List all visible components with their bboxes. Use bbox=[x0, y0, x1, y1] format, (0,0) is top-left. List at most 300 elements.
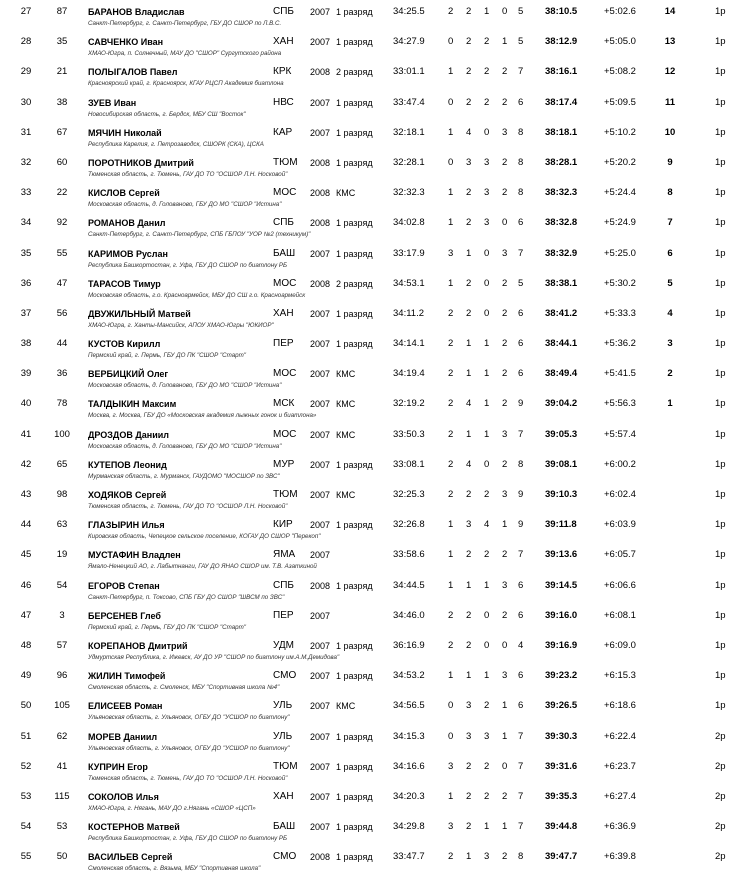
place-cell: 39 bbox=[20, 368, 32, 380]
shooting-3: 0 bbox=[484, 609, 490, 621]
shooting-4: 2 bbox=[502, 458, 508, 470]
shooting-3: 1 bbox=[484, 398, 490, 410]
shooting-4: 1 bbox=[502, 821, 508, 833]
time-gap: +5:24.4 bbox=[604, 187, 636, 199]
shooting-4: 1 bbox=[502, 730, 508, 742]
bib-cell: 78 bbox=[56, 398, 68, 410]
bib-cell: 98 bbox=[56, 489, 68, 500]
shooting-2: 1 bbox=[466, 368, 472, 380]
shooting-4: 2 bbox=[502, 790, 508, 802]
points-cell: 8 bbox=[667, 187, 673, 199]
shooting-2: 2 bbox=[466, 790, 472, 802]
ski-time: 34:11.2 bbox=[393, 307, 424, 319]
place-cell: 29 bbox=[20, 66, 32, 78]
birth-year: 2008 bbox=[310, 67, 331, 78]
bib-cell: 19 bbox=[56, 549, 68, 561]
shooting-2: 4 bbox=[466, 126, 472, 138]
bib-cell: 35 bbox=[56, 36, 68, 48]
sport-rank: КМС bbox=[336, 369, 356, 380]
sport-rank: 1 разряд bbox=[336, 852, 373, 863]
shooting-1: 3 bbox=[448, 247, 454, 259]
region-code: ХАН bbox=[273, 790, 294, 802]
penalty-total: 6 bbox=[518, 700, 524, 712]
sport-rank: 1 разряд bbox=[336, 157, 373, 168]
shooting-1: 1 bbox=[448, 187, 454, 199]
birth-year: 2007 bbox=[310, 127, 331, 138]
shooting-3: 2 bbox=[484, 700, 490, 712]
ski-time: 33:01.1 bbox=[393, 66, 425, 78]
category-cell: 1р bbox=[715, 579, 726, 591]
shooting-3: 2 bbox=[484, 36, 490, 48]
ski-time: 34:46.0 bbox=[393, 609, 425, 621]
table-row bbox=[0, 6, 750, 36]
club-info: Московская область, д. Голованово, ГБУ ДО МО "СШОР "Истина" bbox=[88, 382, 282, 390]
birth-year: 2007 bbox=[310, 490, 331, 500]
shooting-1: 0 bbox=[448, 700, 454, 712]
ski-time: 33:17.9 bbox=[393, 247, 425, 259]
ski-time: 34:15.3 bbox=[393, 730, 425, 742]
athlete-name: КУТЕПОВ Леонид bbox=[88, 459, 167, 470]
category-cell: 2р bbox=[715, 821, 726, 833]
time-gap: +5:09.5 bbox=[604, 96, 636, 108]
region-code: БАШ bbox=[273, 247, 296, 259]
penalty-total: 7 bbox=[518, 549, 524, 561]
category-cell: 1р bbox=[715, 609, 726, 621]
time-gap: +5:24.9 bbox=[604, 217, 636, 229]
sport-rank: КМС bbox=[336, 399, 356, 410]
athlete-name: ЕГОРОВ Степан bbox=[88, 580, 160, 591]
sport-rank: 1 разряд bbox=[336, 37, 373, 48]
shooting-1: 0 bbox=[448, 730, 454, 742]
bib-cell: 3 bbox=[59, 609, 65, 621]
club-info: Московская область, г.о. Красноармейск, МБУ ДО СШ г.о. Красноармейск bbox=[88, 291, 306, 299]
sport-rank: 1 разряд bbox=[336, 459, 373, 470]
sport-rank: 1 разряд bbox=[336, 822, 373, 833]
shooting-2: 1 bbox=[466, 338, 472, 350]
club-info: Санкт-Петербург, г. Санкт-Петербург, ГБУ ДО СШОР по Л.В.С. bbox=[88, 20, 282, 27]
club-info: Республика Карелия, г. Петрозаводск, СШОРК (СКА), ЦСКА bbox=[88, 140, 264, 148]
region-code: СПБ bbox=[273, 217, 294, 229]
ski-time: 32:25.3 bbox=[393, 489, 425, 500]
club-info: Пермский край, г. Пермь, ГБУ ДО ПК "СШОР "Старт" bbox=[88, 352, 246, 360]
bib-cell: 60 bbox=[56, 156, 68, 168]
ski-time: 34:14.1 bbox=[393, 338, 425, 350]
region-code: МОС bbox=[273, 428, 297, 440]
penalty-total: 7 bbox=[518, 428, 524, 440]
bib-cell: 115 bbox=[54, 790, 70, 802]
birth-year: 2007 bbox=[310, 520, 331, 531]
shooting-3: 1 bbox=[484, 428, 490, 440]
shooting-2: 3 bbox=[466, 700, 472, 712]
shooting-4: 2 bbox=[502, 96, 508, 108]
shooting-4: 2 bbox=[502, 398, 508, 410]
sport-rank: 1 разряд bbox=[336, 640, 373, 651]
club-info: Тюменская область, г. Тюмень, ГАУ ДО ТО "ОСШОР Л.Н. Носковой" bbox=[88, 774, 288, 782]
table-row bbox=[0, 459, 750, 489]
category-cell: 1р bbox=[715, 670, 726, 682]
ski-time: 33:08.1 bbox=[393, 458, 425, 470]
ski-time: 34:29.8 bbox=[393, 821, 425, 833]
shooting-4: 2 bbox=[502, 156, 508, 168]
category-cell: 1р bbox=[715, 489, 726, 500]
birth-year: 2008 bbox=[310, 188, 331, 199]
athlete-name: БАРАНОВ Владислав bbox=[88, 7, 185, 17]
place-cell: 50 bbox=[20, 700, 32, 712]
ski-time: 34:20.3 bbox=[393, 790, 425, 802]
category-cell: 2р bbox=[715, 730, 726, 742]
category-cell: 1р bbox=[715, 126, 726, 138]
shooting-1: 2 bbox=[448, 458, 454, 470]
athlete-name: ЗУЕВ Иван bbox=[88, 97, 137, 108]
shooting-4: 3 bbox=[502, 579, 508, 591]
table-row bbox=[0, 338, 750, 368]
penalty-total: 7 bbox=[518, 821, 524, 833]
club-info: Республика Башкортостан, г. Уфа, ГБУ ДО СШОР по биатлону РБ bbox=[88, 835, 288, 843]
shooting-1: 2 bbox=[448, 307, 454, 319]
sport-rank: 1 разряд bbox=[336, 218, 373, 229]
time-gap: +6:00.2 bbox=[604, 458, 636, 470]
shooting-3: 2 bbox=[484, 549, 490, 561]
shooting-4: 2 bbox=[502, 609, 508, 621]
time-gap: +5:33.3 bbox=[604, 307, 636, 319]
shooting-3: 0 bbox=[484, 247, 490, 259]
time-gap: +6:36.9 bbox=[604, 821, 636, 833]
result-time: 39:10.3 bbox=[545, 489, 578, 500]
athlete-name: САВЧЕНКО Иван bbox=[88, 37, 164, 48]
bib-cell: 53 bbox=[56, 821, 68, 833]
birth-year: 2008 bbox=[310, 852, 331, 863]
athlete-name: ПОРОТНИКОВ Дмитрий bbox=[88, 157, 194, 168]
region-code: МОС bbox=[273, 368, 297, 380]
penalty-total: 8 bbox=[518, 458, 524, 470]
shooting-1: 1 bbox=[448, 66, 454, 78]
result-time: 39:05.3 bbox=[545, 428, 578, 440]
place-cell: 51 bbox=[20, 730, 32, 742]
athlete-name: СОКОЛОВ Илья bbox=[88, 791, 159, 802]
shooting-4: 0 bbox=[502, 6, 508, 17]
result-time: 39:31.6 bbox=[545, 760, 578, 772]
club-info: Мурманская область, г. Мурманск, ГАУДОМО "МОСШОР по ЗВС" bbox=[88, 472, 280, 480]
shooting-1: 3 bbox=[448, 760, 454, 772]
place-cell: 53 bbox=[20, 790, 32, 802]
shooting-1: 1 bbox=[448, 217, 454, 229]
result-time: 38:49.4 bbox=[545, 368, 578, 380]
shooting-2: 2 bbox=[466, 36, 472, 48]
shooting-4: 2 bbox=[502, 187, 508, 199]
sport-rank: 1 разряд bbox=[336, 520, 373, 531]
table-row bbox=[0, 217, 750, 247]
penalty-total: 8 bbox=[518, 156, 524, 168]
shooting-1: 1 bbox=[448, 277, 454, 289]
birth-year: 2008 bbox=[310, 157, 331, 168]
time-gap: +5:25.0 bbox=[604, 247, 636, 259]
region-code: СПБ bbox=[273, 6, 294, 17]
bib-cell: 67 bbox=[56, 126, 68, 138]
shooting-1: 1 bbox=[448, 670, 454, 682]
shooting-3: 1 bbox=[484, 6, 490, 17]
birth-year: 2007 bbox=[310, 731, 331, 742]
ski-time: 34:19.4 bbox=[393, 368, 425, 380]
result-time: 39:14.5 bbox=[545, 579, 578, 591]
club-info: Москва, г. Москва, ГБУ ДО «Московская академия лыжных гонок и биатлона» bbox=[88, 412, 317, 420]
athlete-name: ДВУЖИЛЬНЫЙ Матвей bbox=[88, 308, 191, 319]
shooting-4: 3 bbox=[502, 670, 508, 682]
sport-rank: 1 разряд bbox=[336, 308, 373, 319]
birth-year: 2007 bbox=[310, 399, 331, 410]
place-cell: 54 bbox=[20, 821, 32, 833]
athlete-name: КОСТЕРНОВ Матвей bbox=[88, 822, 180, 833]
region-code: СПБ bbox=[273, 579, 294, 591]
shooting-1: 0 bbox=[448, 36, 454, 48]
shooting-3: 1 bbox=[484, 368, 490, 380]
shooting-2: 2 bbox=[466, 549, 472, 561]
shooting-1: 2 bbox=[448, 639, 454, 651]
category-cell: 1р bbox=[715, 36, 726, 48]
ski-time: 34:53.2 bbox=[393, 670, 425, 682]
shooting-3: 0 bbox=[484, 639, 490, 651]
penalty-total: 6 bbox=[518, 670, 524, 682]
athlete-name: КИСЛОВ Сергей bbox=[88, 188, 160, 199]
time-gap: +6:08.1 bbox=[604, 609, 636, 621]
club-info: Удмуртская Республика, г. Ижевск, АУ ДО УР "СШОР по биатлону им.А.М.Демидова" bbox=[88, 653, 340, 661]
table-row bbox=[0, 670, 750, 700]
place-cell: 38 bbox=[20, 338, 32, 350]
place-cell: 32 bbox=[20, 156, 32, 168]
birth-year: 2007 bbox=[310, 761, 331, 772]
ski-time: 33:50.3 bbox=[393, 428, 425, 440]
table-row bbox=[0, 851, 750, 881]
time-gap: +6:27.4 bbox=[604, 790, 636, 802]
penalty-total: 8 bbox=[518, 126, 524, 138]
birth-year: 2007 bbox=[310, 822, 331, 833]
table-row bbox=[0, 791, 750, 821]
region-code: СМО bbox=[273, 851, 297, 863]
points-cell: 4 bbox=[667, 307, 673, 319]
place-cell: 31 bbox=[20, 126, 32, 138]
shooting-2: 2 bbox=[466, 96, 472, 108]
sport-rank: 1 разряд bbox=[336, 731, 373, 742]
shooting-2: 2 bbox=[466, 760, 472, 772]
sport-rank: 1 разряд bbox=[336, 671, 373, 682]
table-row bbox=[0, 580, 750, 610]
athlete-name: ВЕРБИЦКИЙ Олег bbox=[88, 369, 169, 380]
region-code: ТЮМ bbox=[273, 489, 298, 500]
penalty-total: 7 bbox=[518, 247, 524, 259]
bib-cell: 87 bbox=[56, 6, 68, 17]
sport-rank: 2 разряд bbox=[336, 278, 373, 289]
athlete-name: МОРЕВ Даниил bbox=[88, 731, 158, 742]
shooting-2: 2 bbox=[466, 217, 472, 229]
points-cell: 13 bbox=[664, 36, 676, 48]
ski-time: 32:26.8 bbox=[393, 519, 425, 531]
result-time: 39:35.3 bbox=[545, 790, 578, 802]
time-gap: +6:39.8 bbox=[604, 851, 636, 863]
shooting-4: 2 bbox=[502, 851, 508, 863]
bib-cell: 62 bbox=[56, 730, 68, 742]
region-code: СМО bbox=[273, 670, 297, 682]
category-cell: 1р bbox=[715, 247, 726, 259]
athlete-name: МЯЧИН Николай bbox=[88, 127, 162, 138]
birth-year: 2007 bbox=[310, 369, 331, 380]
table-row bbox=[0, 187, 750, 217]
shooting-2: 2 bbox=[466, 187, 472, 199]
shooting-1: 0 bbox=[448, 156, 454, 168]
birth-year: 2007 bbox=[310, 640, 331, 651]
shooting-4: 3 bbox=[502, 428, 508, 440]
club-info: Пермский край, г. Пермь, ГБУ ДО ПК "СШОР "Старт" bbox=[88, 623, 246, 631]
ski-time: 32:18.1 bbox=[393, 126, 425, 138]
place-cell: 42 bbox=[20, 458, 32, 470]
bib-cell: 36 bbox=[56, 368, 68, 380]
ski-time: 36:16.9 bbox=[393, 639, 425, 651]
result-time: 39:16.0 bbox=[545, 609, 578, 621]
bib-cell: 65 bbox=[56, 458, 68, 470]
birth-year: 2007 bbox=[310, 7, 331, 17]
time-gap: +5:57.4 bbox=[604, 428, 636, 440]
shooting-1: 3 bbox=[448, 821, 454, 833]
table-row bbox=[0, 519, 750, 549]
place-cell: 36 bbox=[20, 277, 32, 289]
penalty-total: 6 bbox=[518, 368, 524, 380]
points-cell: 1 bbox=[667, 398, 673, 410]
sport-rank: 1 разряд bbox=[336, 339, 373, 350]
time-gap: +5:36.2 bbox=[604, 338, 636, 350]
birth-year: 2007 bbox=[310, 791, 331, 802]
place-cell: 27 bbox=[20, 6, 32, 17]
athlete-name: ХОДЯКОВ Сергей bbox=[88, 490, 167, 500]
time-gap: +5:30.2 bbox=[604, 277, 636, 289]
category-cell: 1р bbox=[715, 217, 726, 229]
shooting-1: 2 bbox=[448, 338, 454, 350]
region-code: НВС bbox=[273, 96, 294, 108]
shooting-4: 3 bbox=[502, 126, 508, 138]
bib-cell: 38 bbox=[56, 96, 68, 108]
shooting-2: 4 bbox=[466, 458, 472, 470]
region-code: УЛЬ bbox=[273, 730, 293, 742]
place-cell: 52 bbox=[20, 760, 32, 772]
shooting-3: 3 bbox=[484, 851, 490, 863]
place-cell: 37 bbox=[20, 307, 32, 319]
shooting-4: 0 bbox=[502, 760, 508, 772]
shooting-1: 2 bbox=[448, 428, 454, 440]
birth-year: 2008 bbox=[310, 278, 331, 289]
athlete-name: КУСТОВ Кирилл bbox=[88, 339, 161, 350]
bib-cell: 55 bbox=[56, 247, 68, 259]
bib-cell: 100 bbox=[54, 428, 70, 440]
place-cell: 49 bbox=[20, 670, 32, 682]
shooting-1: 1 bbox=[448, 549, 454, 561]
ski-time: 32:28.1 bbox=[393, 156, 425, 168]
shooting-3: 1 bbox=[484, 821, 490, 833]
time-gap: +6:05.7 bbox=[604, 549, 636, 561]
ski-time: 34:27.9 bbox=[393, 36, 425, 48]
shooting-1: 1 bbox=[448, 790, 454, 802]
shooting-1: 2 bbox=[448, 368, 454, 380]
time-gap: +6:15.3 bbox=[604, 670, 636, 682]
shooting-3: 2 bbox=[484, 66, 490, 78]
time-gap: +6:09.0 bbox=[604, 639, 636, 651]
penalty-total: 5 bbox=[518, 6, 524, 17]
shooting-2: 2 bbox=[466, 489, 472, 500]
penalty-total: 8 bbox=[518, 851, 524, 863]
region-code: ПЕР bbox=[273, 338, 294, 350]
result-time: 38:28.1 bbox=[545, 156, 578, 168]
penalty-total: 6 bbox=[518, 96, 524, 108]
region-code: УЛЬ bbox=[273, 700, 293, 712]
category-cell: 1р bbox=[715, 458, 726, 470]
shooting-2: 2 bbox=[466, 277, 472, 289]
time-gap: +6:03.9 bbox=[604, 519, 636, 531]
penalty-total: 9 bbox=[518, 519, 524, 531]
points-cell: 6 bbox=[667, 247, 673, 259]
sport-rank: 2 разряд bbox=[336, 67, 373, 78]
penalty-total: 5 bbox=[518, 277, 524, 289]
result-time: 39:08.1 bbox=[545, 458, 578, 470]
category-cell: 1р bbox=[715, 338, 726, 350]
category-cell: 1р bbox=[715, 368, 726, 380]
athlete-name: КОРЕПАНОВ Дмитрий bbox=[88, 640, 188, 651]
shooting-4: 2 bbox=[502, 368, 508, 380]
result-time: 38:38.1 bbox=[545, 277, 578, 289]
table-row bbox=[0, 127, 750, 157]
shooting-2: 1 bbox=[466, 579, 472, 591]
category-cell: 1р bbox=[715, 6, 726, 17]
shooting-1: 2 bbox=[448, 851, 454, 863]
time-gap: +6:22.4 bbox=[604, 730, 636, 742]
ski-time: 34:25.5 bbox=[393, 6, 425, 17]
place-cell: 34 bbox=[20, 217, 32, 229]
ski-time: 32:19.2 bbox=[393, 398, 425, 410]
ski-time: 33:47.4 bbox=[393, 96, 425, 108]
bib-cell: 57 bbox=[56, 639, 68, 651]
shooting-4: 2 bbox=[502, 338, 508, 350]
ski-time: 33:58.6 bbox=[393, 549, 425, 561]
table-row bbox=[0, 157, 750, 187]
points-cell: 5 bbox=[667, 277, 673, 289]
place-cell: 46 bbox=[20, 579, 32, 591]
result-time: 39:04.2 bbox=[545, 398, 578, 410]
club-info: ХМАО-Югра, п. Солнечный, МАУ ДО "СШОР" Сургутского района bbox=[88, 50, 282, 58]
region-code: МУР bbox=[273, 458, 295, 470]
result-time: 39:11.8 bbox=[545, 519, 577, 531]
region-code: БАШ bbox=[273, 821, 296, 833]
shooting-4: 2 bbox=[502, 549, 508, 561]
athlete-name: ПОЛЫГАЛОВ Павел bbox=[88, 67, 178, 78]
place-cell: 35 bbox=[20, 247, 32, 259]
shooting-4: 3 bbox=[502, 247, 508, 259]
sport-rank: 1 разряд bbox=[336, 580, 373, 591]
club-info: Республика Башкортостан, г. Уфа, ГБУ ДО СШОР по биатлону РБ bbox=[88, 261, 288, 269]
region-code: КРК bbox=[273, 66, 292, 78]
region-code: ХАН bbox=[273, 307, 294, 319]
birth-year: 2007 bbox=[310, 308, 331, 319]
ski-time: 33:47.7 bbox=[393, 851, 425, 863]
shooting-2: 2 bbox=[466, 6, 472, 17]
result-time: 39:16.9 bbox=[545, 639, 578, 651]
shooting-1: 2 bbox=[448, 609, 454, 621]
table-row bbox=[0, 278, 750, 308]
bib-cell: 22 bbox=[56, 187, 68, 199]
shooting-4: 2 bbox=[502, 66, 508, 78]
region-code: МСК bbox=[273, 398, 295, 410]
sport-rank: 1 разряд bbox=[336, 127, 373, 138]
shooting-4: 2 bbox=[502, 307, 508, 319]
shooting-3: 3 bbox=[484, 217, 490, 229]
birth-year: 2007 bbox=[310, 429, 331, 440]
sport-rank: КМС bbox=[336, 188, 356, 199]
sport-rank: 1 разряд bbox=[336, 7, 373, 17]
shooting-2: 1 bbox=[466, 670, 472, 682]
